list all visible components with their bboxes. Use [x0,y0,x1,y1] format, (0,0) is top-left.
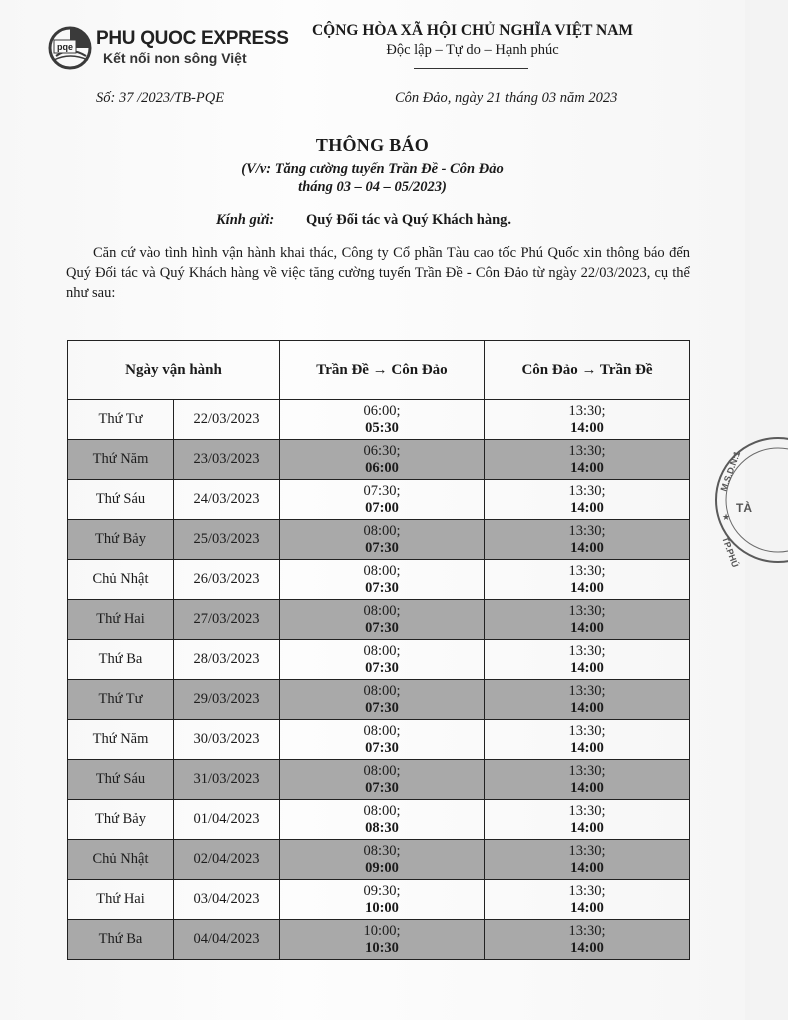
cell-weekday: Thứ Ba [68,920,174,960]
inbound-time-1: 13:30; [568,482,606,499]
cell-date: 24/03/2023 [174,480,280,520]
schedule-row [68,760,690,800]
logo-mark-text: pqe [56,42,74,52]
cell-weekday: Thứ Sáu [68,760,174,800]
cell-date: 03/04/2023 [174,880,280,920]
inbound-time-1: 13:30; [568,922,606,939]
inbound-time-1: 13:30; [568,762,606,779]
outbound-time-1: 07:30; [363,482,401,499]
outbound-time-1: 06:00; [363,402,401,419]
cell-date: 25/03/2023 [174,520,280,560]
inbound-time-2: 14:00 [570,659,604,676]
inbound-time-2: 14:00 [570,859,604,876]
schedule-row [68,480,690,520]
cell-date: 30/03/2023 [174,720,280,760]
cell-weekday: Thứ Ba [68,640,174,680]
outbound-time-2: 10:30 [365,939,399,956]
cell-inbound [485,720,690,760]
inbound-time-1: 13:30; [568,882,606,899]
outbound-time-2: 07:30 [365,619,399,636]
cell-weekday: Chủ Nhật [68,840,174,880]
outbound-time-2: 07:30 [365,739,399,756]
cell-outbound [280,920,485,960]
outbound-time-1: 06:30; [363,442,401,459]
outbound-time-2: 07:30 [365,699,399,716]
outbound-time-2: 07:30 [365,779,399,796]
schedule-row [68,680,690,720]
outbound-time-1: 08:00; [363,522,401,539]
cell-inbound [485,840,690,880]
outbound-time-1: 08:00; [363,722,401,739]
inbound-time-1: 13:30; [568,562,606,579]
inbound-time-1: 13:30; [568,522,606,539]
greeting-label: Kính gửi: [216,212,275,228]
outbound-time-2: 09:00 [365,859,399,876]
schedule-row [68,600,690,640]
cell-date: 01/04/2023 [174,800,280,840]
cell-outbound [280,520,485,560]
outbound-time-1: 08:00; [363,602,401,619]
cell-weekday: Thứ Hai [68,600,174,640]
inbound-time-1: 13:30; [568,442,606,459]
document-title: THÔNG BÁO [315,135,430,155]
cell-date: 27/03/2023 [174,600,280,640]
outbound-time-2: 07:00 [365,499,399,516]
cell-outbound [280,760,485,800]
outbound-time-1: 08:00; [363,762,401,779]
cell-outbound [280,560,485,600]
cell-inbound [485,640,690,680]
cell-date: 31/03/2023 [174,760,280,800]
schedule-row [68,440,690,480]
inbound-time-1: 13:30; [568,642,606,659]
schedule-row [68,840,690,880]
pqe-logo-icon [48,26,92,70]
inbound-time-2: 14:00 [570,739,604,756]
cell-inbound [485,520,690,560]
cell-date: 28/03/2023 [174,640,280,680]
greeting-recipients: Quý Đối tác và Quý Khách hàng. [306,212,512,228]
outbound-time-1: 08:00; [363,682,401,699]
cell-inbound [485,560,690,600]
outbound-time-2: 10:00 [365,899,399,916]
outbound-time-2: 06:00 [365,459,399,476]
schedule-row [68,560,690,600]
cell-outbound [280,440,485,480]
motto-underline [414,68,528,69]
cell-outbound [280,880,485,920]
schedule-row [68,520,690,560]
inbound-time-2: 14:00 [570,939,604,956]
cell-outbound [280,680,485,720]
schedule-header-row [68,341,690,400]
outbound-time-2: 07:30 [365,539,399,556]
cell-weekday: Thứ Bảy [68,800,174,840]
inbound-time-1: 13:30; [568,602,606,619]
national-title: CỘNG HÒA XÃ HỘI CHỦ NGHĨA VIỆT NAM [311,22,634,39]
intro-paragraph: Căn cứ vào tình hình vận hành khai thác, Công ty Cổ phần Tàu cao tốc Phú Quốc xin thông báo đến Quý Đối tác và Quý Khách hàng về việc tăng cường tuyến Trần Đề - Côn Đảo từ ngày 22/03/2023, cụ thể như sau: [66,245,690,301]
outbound-time-2: 08:30 [365,819,399,836]
cell-inbound [485,920,690,960]
cell-outbound [280,720,485,760]
stamp-text-top: M.S.D.N:1 [718,449,743,493]
cell-outbound [280,400,485,440]
cell-weekday: Thứ Hai [68,880,174,920]
schedule-body [68,400,690,960]
cell-weekday: Thứ Tư [68,680,174,720]
inbound-time-2: 14:00 [570,619,604,636]
schedule-row [68,880,690,920]
document-subject [0,160,745,196]
schedule-row [68,800,690,840]
outbound-time-2: 07:30 [365,659,399,676]
inbound-time-2: 14:00 [570,899,604,916]
inbound-time-2: 14:00 [570,779,604,796]
cell-inbound [485,880,690,920]
cell-date: 02/04/2023 [174,840,280,880]
inbound-time-1: 13:30; [568,842,606,859]
header-outbound: Trần Đề → Côn Đảo [280,341,485,400]
cell-date: 23/03/2023 [174,440,280,480]
inbound-time-2: 14:00 [570,419,604,436]
cell-weekday: Chủ Nhật [68,560,174,600]
cell-weekday: Thứ Tư [68,400,174,440]
schedule-row [68,640,690,680]
schedule-row [68,400,690,440]
company-tagline: Kết nối non sông Việt [103,50,247,66]
outbound-time-2: 05:30 [365,419,399,436]
cell-outbound [280,840,485,880]
inbound-time-2: 14:00 [570,699,604,716]
cell-weekday: Thứ Năm [68,720,174,760]
inbound-time-2: 14:00 [570,579,604,596]
cell-inbound [485,800,690,840]
stamp-text-side: TÀ [736,501,752,515]
company-logo [48,26,288,74]
cell-weekday: Thứ Năm [68,440,174,480]
place-date: Côn Đảo, ngày 21 tháng 03 năm 2023 [395,90,618,106]
cell-weekday: Thứ Bảy [68,520,174,560]
cell-inbound [485,680,690,720]
inbound-time-1: 13:30; [568,722,606,739]
cell-date: 29/03/2023 [174,680,280,720]
outbound-time-1: 08:00; [363,562,401,579]
outbound-time-1: 08:00; [363,802,401,819]
document-number: Số: 37 /2023/TB-PQE [96,90,225,106]
cell-inbound [485,440,690,480]
cell-date: 26/03/2023 [174,560,280,600]
outbound-time-2: 07:30 [365,579,399,596]
stamp-text-bottom: TP.PHÚ [720,535,741,569]
inbound-time-1: 13:30; [568,402,606,419]
cell-inbound [485,600,690,640]
outbound-time-1: 10:00; [363,922,401,939]
schedule-row [68,920,690,960]
outbound-time-1: 08:00; [363,642,401,659]
cell-inbound [485,760,690,800]
cell-outbound [280,480,485,520]
cell-date: 22/03/2023 [174,400,280,440]
inbound-time-1: 13:30; [568,682,606,699]
inbound-time-2: 14:00 [570,459,604,476]
company-seal-stamp [708,420,788,580]
company-name: PHU QUOC EXPRESS [96,28,289,49]
cell-outbound [280,600,485,640]
cell-inbound [485,480,690,520]
outbound-time-1: 08:30; [363,842,401,859]
cell-outbound [280,640,485,680]
header-inbound: Côn Đảo → Trần Đề [485,341,690,400]
cell-weekday: Thứ Sáu [68,480,174,520]
inbound-time-1: 13:30; [568,802,606,819]
cell-outbound [280,800,485,840]
inbound-time-2: 14:00 [570,819,604,836]
national-motto: Độc lập – Tự do – Hạnh phúc [386,42,559,58]
header-operating-day: Ngày vận hành [68,341,280,400]
inbound-time-2: 14:00 [570,499,604,516]
cell-date: 04/04/2023 [174,920,280,960]
outbound-time-1: 09:30; [363,882,401,899]
stamp-star-icon: ★ [722,513,731,523]
cell-inbound [485,400,690,440]
schedule-table [67,340,690,960]
subject-line-1: (V/v: Tăng cường tuyến Trần Đề - Côn Đảo [241,161,504,177]
subject-line-2: tháng 03 – 04 – 05/2023) [298,179,447,195]
inbound-time-2: 14:00 [570,539,604,556]
schedule-row [68,720,690,760]
